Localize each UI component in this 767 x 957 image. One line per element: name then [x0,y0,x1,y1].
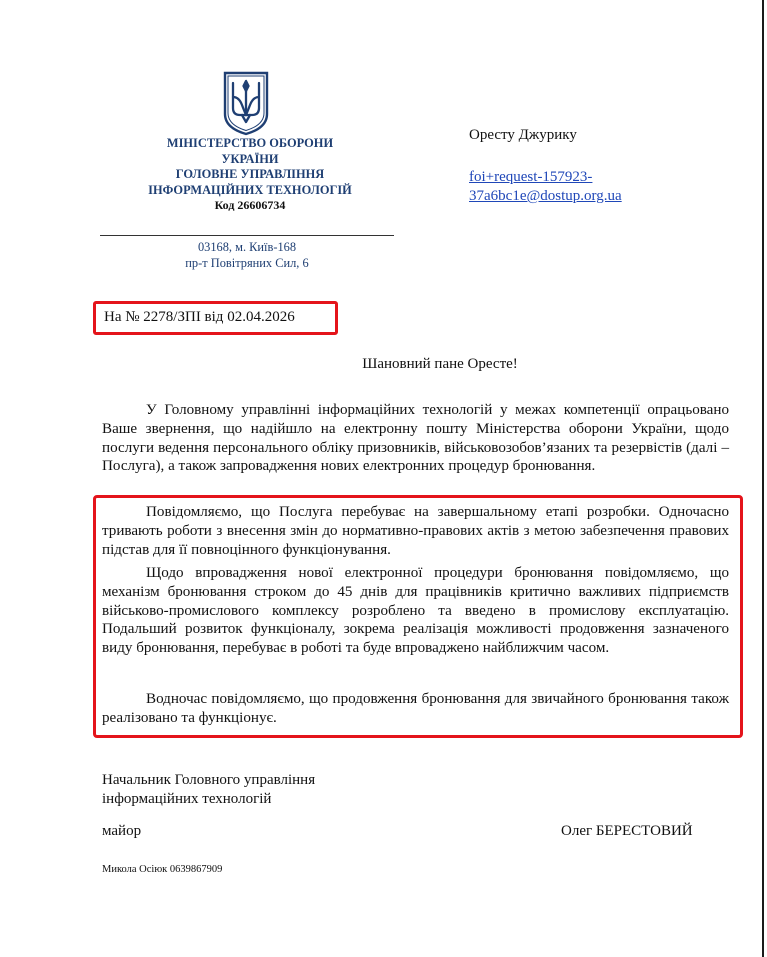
ministry-line: ГОЛОВНЕ УПРАВЛІННЯ [175,167,325,181]
signatory-title [102,771,315,809]
ministry-line: ІНФОРМАЦІЙНИХ ТЕХНОЛОГІЙ [148,182,352,197]
ministry-line: УКРАЇНИ [221,151,279,166]
email-line: foi+request-157923- [469,169,593,185]
paragraph-text: Щодо впровадження нової електронної процедури бронювання повідомляємо, що механізм бронювання строком до 45 днів для працівників критично важливих підприємств військово-промислового комплексу розроблено та введено в промислову експлуатацію. Подальший розвиток функціоналу, зокрема реалізація можливості продовження зазначеного виду бронювання, перебуває в роботі та буде впроваджено найближчим часом. [102,565,729,657]
address-line: 03168, м. Київ-168 [197,240,297,254]
ministry-code: Код 26606734 [214,198,286,212]
reference-number: На № 2278/ЗПІ від 02.04.2026 [104,309,295,325]
salutation: Шановний пане Оресте! [362,356,518,372]
body-paragraph [102,401,729,476]
signatory-title-line: Начальник Головного управління [102,772,316,788]
body-highlight-box [93,495,743,738]
address-line: пр-т Повітряних Сил, 6 [185,256,309,270]
ministry-line: МІНІСТЕРСТВО ОБОРОНИ [166,136,334,150]
recipient-name: Оресту Джурику [469,127,577,143]
paragraph-text: У Головному управлінні інформаційних технологій у межах компетенції опрацьовано Ваше звернення, що надійшло на електронну пошту Міністерства оборони України, щодо послуги ведення персонального обліку призовників, військовозобов’язаних та резервістів (далі – Послуга), а також запровадження нових електронних процедур бронювання. [102,402,729,475]
executor-contact: Микола Осіюк 0639867909 [102,864,223,875]
signatory-rank: майор [102,823,142,839]
email-line: 37a6bc1e@dostup.org.ua [469,188,622,204]
paragraph-text: Водночас повідомляємо, що продовження бронювання для звичайного бронювання також реалізовано та функціонує. [102,691,729,726]
signatory-name: Олег БЕРЕСТОВИЙ [561,823,693,839]
paragraph-text: Повідомляємо, що Послуга перебуває на завершальному етапі розробки. Одночасно тривають роботи з внесення змін до нормативно-правових актів з метою забезпечення правових підстав для її повноцінного функціонування. [102,504,729,558]
signatory-title-line: інформаційних технологій [102,791,272,807]
